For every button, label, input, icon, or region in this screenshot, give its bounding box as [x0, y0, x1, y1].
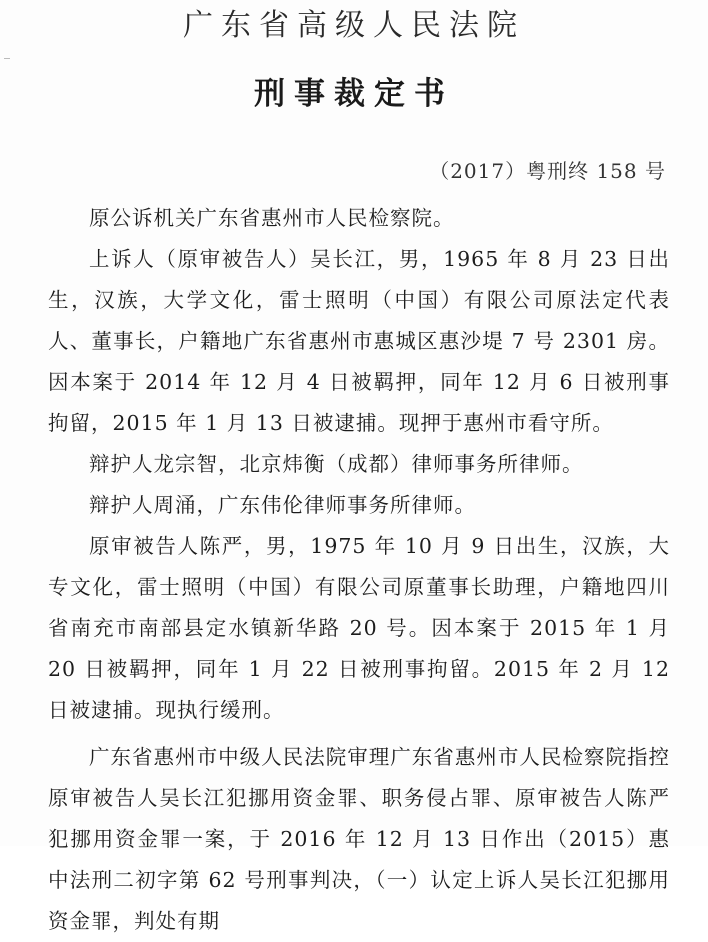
paragraph-prosecutor: 原公诉机关广东省惠州市人民检察院。: [89, 206, 455, 230]
paragraph-co-defendant: 原审被告人陈严，男，1975 年 10 月 9 日出生，汉族，大专文化，雷士照明（中国）有限公司原董事长助理，户籍地四川省南充市南部县定水镇新华路 20 号。因本案于 2015 年 1 月 20 日被羁押，同年 1 月 22 日被刑事拘留。2015 年 2 月 12 日被逮捕。现执行缓刑。: [48, 534, 670, 722]
case-number: （2017）粤刑终 158 号: [429, 159, 666, 183]
document-type-title: 刑事裁定书: [254, 76, 454, 112]
paragraph-defender-1: 辩护人龙宗智，北京炜衡（成都）律师事务所律师。: [89, 452, 584, 476]
paragraph-defender-2: 辩护人周涌，广东伟伦律师事务所律师。: [89, 493, 476, 517]
margin-mark: [4, 58, 10, 59]
paragraph-appellant: 上诉人（原审被告人）吴长江，男，1965 年 8 月 23 日出生，汉族，大学文化，雷士照明（中国）有限公司原法定代表人、董事长，户籍地广东省惠州市惠城区惠沙堤 7 号 2301 房。因本案于 2014 年 12 月 4 日被羁押，同年 12 月 6 日被刑事拘留，2015 年 1 月 13 日被逮捕。现押于惠州市看守所。: [48, 247, 670, 435]
court-name: 广东省高级人民法院: [183, 8, 525, 43]
paragraph-case-history: 广东省惠州市中级人民法院审理广东省惠州市人民检察院指控原审被告人吴长江犯挪用资金罪、职务侵占罪、原审被告人陈严犯挪用资金罪一案，于 2016 年 12 月 13 日作出（2015）惠中法刑二初字第 62 号刑事判决，（一）认定上诉人吴长江犯挪用资金罪，判处有期: [48, 745, 670, 933]
document-body: [48, 198, 670, 942]
